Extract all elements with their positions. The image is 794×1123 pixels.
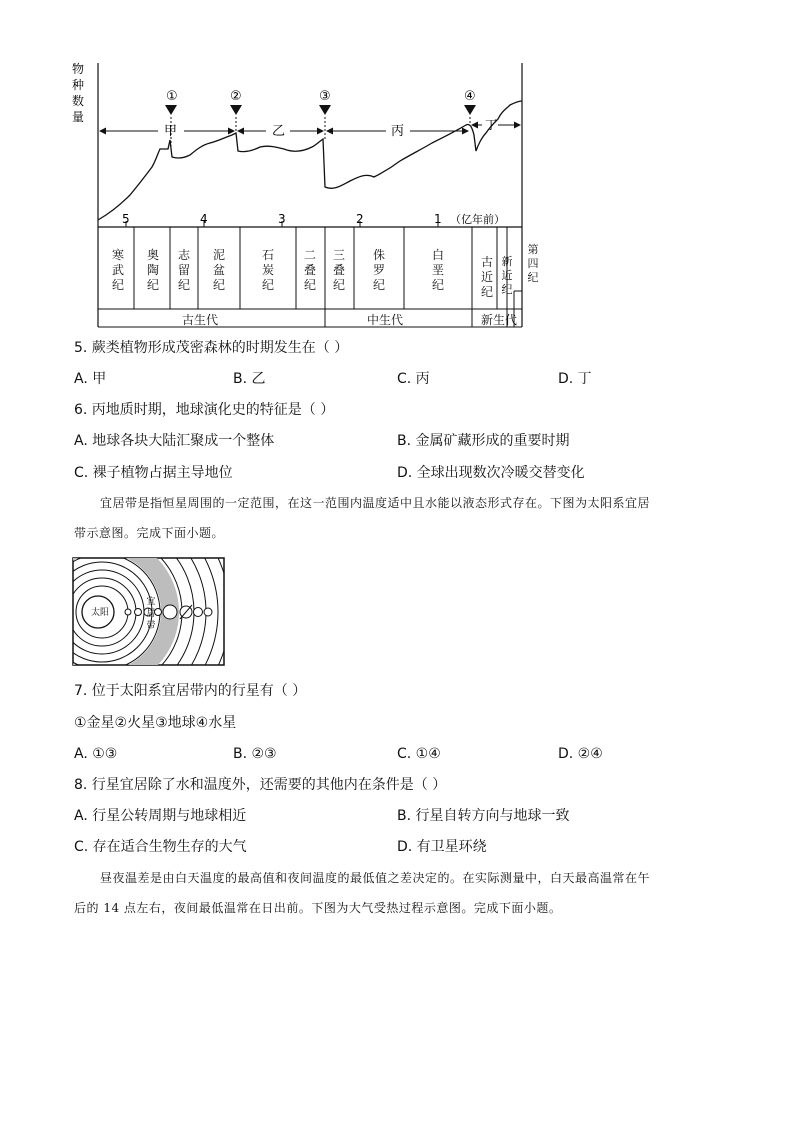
stage-label: 甲 xyxy=(164,124,178,139)
period-char: 纪 xyxy=(146,278,159,292)
period-char: 近 xyxy=(501,269,513,282)
y-label-char: 种 xyxy=(72,78,85,92)
era-mesozoic: 中生代 xyxy=(366,313,403,327)
period-char: 纪 xyxy=(480,285,493,299)
period-char: 寒 xyxy=(111,248,124,262)
era-paleozoic: 古生代 xyxy=(181,313,218,327)
period-char: 留 xyxy=(177,263,190,277)
period-char: 叠 xyxy=(332,263,345,277)
period-char: 纪 xyxy=(212,278,225,292)
period-char: 志 xyxy=(177,248,190,262)
period-char: 纪 xyxy=(111,278,124,292)
period-char: 纪 xyxy=(177,278,190,292)
q6-stem: 6. 丙地质时期，地球演化史的特征是（ ） xyxy=(74,402,335,418)
marker-triangle xyxy=(230,105,242,115)
q5-stem: 5. 蕨类植物形成茂密森林的时期发生在（ ） xyxy=(74,340,349,356)
q7-option-c[interactable]: C. ①④ xyxy=(397,746,441,762)
period-char: 三 xyxy=(332,248,345,262)
zone-char: 宜 xyxy=(146,597,156,607)
period-char: 古 xyxy=(480,255,493,269)
q6-option-a[interactable]: A. 地球各块大陆汇聚成一个整体 xyxy=(74,433,275,449)
q6-option-c[interactable]: C. 裸子植物占据主导地位 xyxy=(74,465,233,481)
period-char: 纪 xyxy=(501,283,513,296)
q8-option-c[interactable]: C. 存在适合生物生存的大气 xyxy=(74,839,247,855)
period-char: 纪 xyxy=(527,271,539,284)
period-char: 炭 xyxy=(261,263,274,277)
period-char: 侏 xyxy=(372,248,385,262)
period-char: 二 xyxy=(303,248,316,262)
q7-stem: 7. 位于太阳系宜居带内的行星有（ ） xyxy=(74,683,307,699)
period-ordovician xyxy=(143,248,163,293)
period-char: 纪 xyxy=(332,278,345,292)
marker-triangle xyxy=(464,105,476,115)
marker-triangle xyxy=(165,105,177,115)
period-cenozoic-cambrian xyxy=(108,248,128,293)
period-triassic xyxy=(329,248,349,293)
y-label-char: 数 xyxy=(72,94,85,108)
period-silurian xyxy=(174,248,194,293)
period-char: 盆 xyxy=(212,263,225,277)
period-jurassic xyxy=(369,248,389,293)
zone-char: 居 xyxy=(146,609,156,619)
q7-sub-statements: ①金星②火星③地球④水星 xyxy=(74,715,237,731)
y-label-char: 量 xyxy=(72,110,85,124)
stage-label: 丁 xyxy=(485,118,498,132)
habitable-zone-label xyxy=(146,596,156,632)
period-char: 石 xyxy=(261,248,274,262)
period-char: 纪 xyxy=(372,278,385,292)
period-paleogene xyxy=(477,255,497,300)
q5-option-d[interactable]: D. 丁 xyxy=(558,371,592,387)
intro-habitable-zone-line2: 带示意图。完成下面小题。 xyxy=(74,526,225,540)
marker-label: ① xyxy=(166,89,178,104)
tick-label: 5 xyxy=(122,212,130,226)
q8-option-d[interactable]: D. 有卫星环绕 xyxy=(397,839,487,855)
q5-option-a[interactable]: A. 甲 xyxy=(74,371,107,387)
species-curve xyxy=(98,101,522,220)
period-char: 叠 xyxy=(303,263,316,277)
tick-label: 4 xyxy=(200,212,208,226)
period-char: 奥 xyxy=(146,248,159,262)
period-quaternary xyxy=(523,243,543,285)
period-char: 泥 xyxy=(212,248,225,262)
marker-label: ④ xyxy=(464,89,476,104)
q7-option-d[interactable]: D. ②④ xyxy=(558,746,603,762)
period-char: 第 xyxy=(527,243,539,256)
period-char: 罗 xyxy=(372,263,385,277)
q5-option-c[interactable]: C. 丙 xyxy=(397,371,430,387)
stage-label: 乙 xyxy=(272,124,286,139)
period-char: 纪 xyxy=(431,278,444,292)
tick-label: 1 xyxy=(434,212,442,226)
q6-option-b[interactable]: B. 金属矿藏形成的重要时期 xyxy=(397,433,570,449)
stage-label: 丙 xyxy=(391,124,405,139)
marker-triangle xyxy=(319,105,331,115)
time-unit-label: （亿年前） xyxy=(450,213,505,226)
period-char: 陶 xyxy=(146,263,159,277)
intro-temperature-line1: 昼夜温差是由白天温度的最高值和夜间温度的最低值之差决定的。在实际测量中，白天最高温常在午 xyxy=(100,871,651,885)
intro-habitable-zone-line1: 宜居带是指恒星周围的一定范围，在这一范围内温度适中且水能以液态形式存在。下图为太阳系宜居 xyxy=(100,496,651,510)
marker-label: ② xyxy=(230,89,242,104)
period-char: 白 xyxy=(431,248,444,262)
period-char: 纪 xyxy=(261,278,274,292)
q6-option-d[interactable]: D. 全球出现数次冷暖交替变化 xyxy=(397,465,585,481)
y-label-char: 物 xyxy=(72,62,85,76)
q5-option-b[interactable]: B. 乙 xyxy=(233,371,266,387)
period-permian xyxy=(300,248,320,293)
tick-label: 3 xyxy=(278,212,286,226)
period-cretaceous xyxy=(428,248,448,293)
period-char: 垩 xyxy=(431,263,444,277)
q7-option-b[interactable]: B. ②③ xyxy=(233,746,277,762)
period-carboniferous xyxy=(258,248,278,293)
period-char: 纪 xyxy=(303,278,316,292)
period-char: 近 xyxy=(480,270,493,284)
sun-label: 太阳 xyxy=(90,608,109,618)
period-char: 新 xyxy=(501,255,513,268)
q7-option-a[interactable]: A. ①③ xyxy=(74,746,118,762)
tick-label: 2 xyxy=(356,212,364,226)
period-neogene xyxy=(497,255,517,297)
intro-temperature-line2: 后的 14 点左右，夜间最低温常在日出前。下图为大气受热过程示意图。完成下面小题。 xyxy=(74,901,562,915)
marker-label: ③ xyxy=(319,89,331,104)
zone-char: 带 xyxy=(146,621,156,631)
q8-stem: 8. 行星宜居除了水和温度外，还需要的其他内在条件是（ ） xyxy=(74,777,447,793)
period-char: 武 xyxy=(111,263,124,277)
era-cenozoic: 新生代 xyxy=(480,313,517,327)
period-char: 四 xyxy=(527,257,539,270)
q8-option-b[interactable]: B. 行星自转方向与地球一致 xyxy=(397,808,570,824)
period-devonian xyxy=(209,248,229,293)
q8-option-a[interactable]: A. 行星公转周期与地球相近 xyxy=(74,808,247,824)
